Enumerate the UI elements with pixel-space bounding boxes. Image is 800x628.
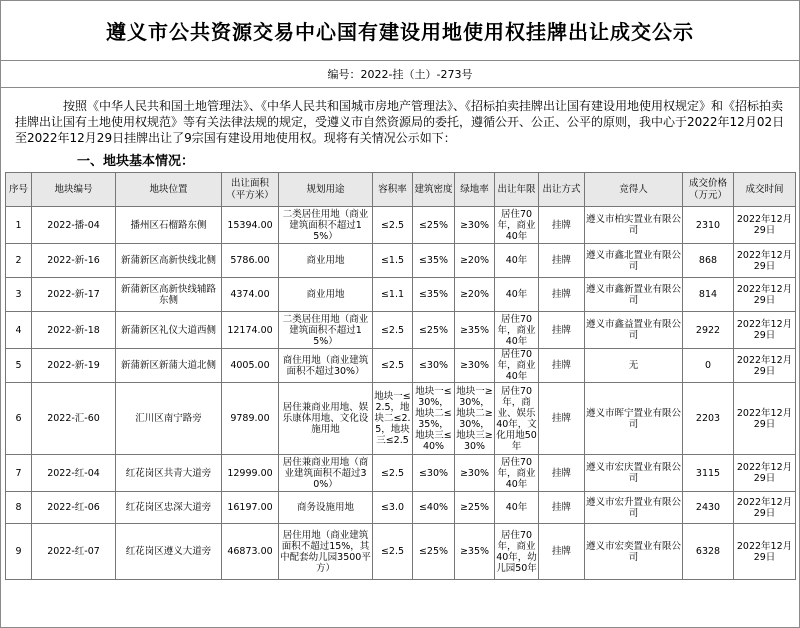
- cell-index: 6: [6, 383, 32, 455]
- cell-location: 新蒲新区新蒲大道北侧: [116, 349, 222, 383]
- cell-location: 汇川区南宁路旁: [116, 383, 222, 455]
- cell-term: 居住70年，商业40年，幼儿园50年: [495, 524, 539, 580]
- cell-usage: 居住兼商业用地、娱乐康体用地、文化设施用地: [279, 383, 373, 455]
- cell-parcel-id: 2022-播-04: [32, 207, 116, 244]
- cell-usage: 商务设施用地: [279, 492, 373, 524]
- cell-price: 2310: [683, 207, 734, 244]
- cell-term: 居住70年，商业40年: [495, 312, 539, 349]
- col-density: 建筑密度: [413, 173, 455, 207]
- cell-area: 46873.00: [222, 524, 279, 580]
- cell-green-ratio: ≥35%: [455, 524, 495, 580]
- cell-location: 新蒲新区礼仪大道西侧: [116, 312, 222, 349]
- cell-usage: 居住用地（商业建筑面积不超过15%，其中配套幼儿园3500平方）: [279, 524, 373, 580]
- table-row: [6, 244, 796, 278]
- cell-parcel-id: 2022-新-18: [32, 312, 116, 349]
- cell-area: 5786.00: [222, 244, 279, 278]
- cell-usage: 居住兼商业用地（商业建筑面积不超过30%）: [279, 455, 373, 492]
- col-parcel-id: 地块编号: [32, 173, 116, 207]
- page-title: 遵义市公共资源交易中心国有建设用地使用权挂牌出让成交公示: [1, 1, 799, 61]
- cell-method: 挂牌: [539, 207, 585, 244]
- table-row: [6, 278, 796, 312]
- cell-location: 红花岗区共青大道旁: [116, 455, 222, 492]
- cell-plot-ratio: ≤1.1: [373, 278, 413, 312]
- col-winner: 竞得人: [585, 173, 683, 207]
- cell-usage: 二类居住用地（商业建筑面积不超过15%）: [279, 312, 373, 349]
- cell-winner: 遵义市宏升置业有限公司: [585, 492, 683, 524]
- cell-density: ≤35%: [413, 244, 455, 278]
- col-area: 出让面积（平方米）: [222, 173, 279, 207]
- cell-location: 新蒲新区高新快线北侧: [116, 244, 222, 278]
- cell-density: ≤30%: [413, 455, 455, 492]
- cell-usage: 商业用地: [279, 278, 373, 312]
- col-usage: 规划用途: [279, 173, 373, 207]
- cell-index: 8: [6, 492, 32, 524]
- cell-plot-ratio: ≤3.0: [373, 492, 413, 524]
- cell-winner: 遵义市鑫益置业有限公司: [585, 312, 683, 349]
- col-index: 序号: [6, 173, 32, 207]
- section-title: 一、地块基本情况：: [77, 154, 195, 169]
- cell-parcel-id: 2022-红-04: [32, 455, 116, 492]
- cell-price: 2430: [683, 492, 734, 524]
- cell-location: 播州区石榴路东侧: [116, 207, 222, 244]
- cell-green-ratio: ≥20%: [455, 244, 495, 278]
- cell-green-ratio: ≥30%: [455, 349, 495, 383]
- cell-parcel-id: 2022-新-17: [32, 278, 116, 312]
- cell-method: 挂牌: [539, 312, 585, 349]
- cell-date: 2022年12月29日: [734, 278, 796, 312]
- col-date: 成交时间: [734, 173, 796, 207]
- table-row: [6, 207, 796, 244]
- table-row: [6, 349, 796, 383]
- col-price: 成交价格（万元）: [683, 173, 734, 207]
- cell-plot-ratio: 地块一≤2.5，地块二≤2.5，地块三≤2.5: [373, 383, 413, 455]
- cell-green-ratio: ≥25%: [455, 492, 495, 524]
- table-header-row: [6, 173, 796, 207]
- cell-usage: 二类居住用地（商业建筑面积不超过15%）: [279, 207, 373, 244]
- table-row: [6, 492, 796, 524]
- cell-area: 4374.00: [222, 278, 279, 312]
- table-row: [6, 383, 796, 455]
- cell-price: 2203: [683, 383, 734, 455]
- cell-location: 红花岗区忠深大道旁: [116, 492, 222, 524]
- cell-index: 1: [6, 207, 32, 244]
- cell-density: ≤40%: [413, 492, 455, 524]
- col-green-ratio: 绿地率: [455, 173, 495, 207]
- cell-method: 挂牌: [539, 492, 585, 524]
- cell-term: 居住70年，商业40年: [495, 207, 539, 244]
- land-table: [5, 172, 796, 580]
- cell-index: 5: [6, 349, 32, 383]
- cell-method: 挂牌: [539, 278, 585, 312]
- cell-usage: 商住用地（商业建筑面积不超过30%）: [279, 349, 373, 383]
- cell-density: 地块一≤30%，地块二≤35%，地块三≤40%: [413, 383, 455, 455]
- cell-index: 4: [6, 312, 32, 349]
- cell-date: 2022年12月29日: [734, 244, 796, 278]
- cell-area: 4005.00: [222, 349, 279, 383]
- cell-parcel-id: 2022-新-19: [32, 349, 116, 383]
- cell-price: 3115: [683, 455, 734, 492]
- cell-method: 挂牌: [539, 455, 585, 492]
- cell-term: 40年: [495, 278, 539, 312]
- cell-method: 挂牌: [539, 383, 585, 455]
- cell-density: ≤30%: [413, 349, 455, 383]
- cell-location: 新蒲新区高新快线辅路东侧: [116, 278, 222, 312]
- cell-plot-ratio: ≤2.5: [373, 312, 413, 349]
- cell-parcel-id: 2022-红-07: [32, 524, 116, 580]
- cell-green-ratio: ≥35%: [455, 312, 495, 349]
- cell-term: 40年: [495, 492, 539, 524]
- cell-method: 挂牌: [539, 244, 585, 278]
- cell-winner: 遵义市宏奕置业有限公司: [585, 524, 683, 580]
- table-row: [6, 455, 796, 492]
- cell-green-ratio: ≥30%: [455, 455, 495, 492]
- cell-term: 居住70年，商业40年: [495, 455, 539, 492]
- cell-area: 12174.00: [222, 312, 279, 349]
- cell-date: 2022年12月29日: [734, 383, 796, 455]
- cell-method: 挂牌: [539, 349, 585, 383]
- col-plot-ratio: 容积率: [373, 173, 413, 207]
- col-term: 出让年限: [495, 173, 539, 207]
- cell-index: 2: [6, 244, 32, 278]
- cell-parcel-id: 2022-新-16: [32, 244, 116, 278]
- cell-plot-ratio: ≤2.5: [373, 349, 413, 383]
- cell-date: 2022年12月29日: [734, 455, 796, 492]
- cell-parcel-id: 2022-汇-60: [32, 383, 116, 455]
- cell-price: 6328: [683, 524, 734, 580]
- col-location: 地块位置: [116, 173, 222, 207]
- cell-winner: 遵义市柏实置业有限公司: [585, 207, 683, 244]
- serial-number: 编号：2022-挂（土）-273号: [1, 61, 799, 88]
- cell-location: 红花岗区遵义大道旁: [116, 524, 222, 580]
- cell-price: 868: [683, 244, 734, 278]
- cell-density: ≤35%: [413, 278, 455, 312]
- cell-date: 2022年12月29日: [734, 207, 796, 244]
- cell-green-ratio: ≥20%: [455, 278, 495, 312]
- cell-density: ≤25%: [413, 524, 455, 580]
- cell-index: 7: [6, 455, 32, 492]
- cell-date: 2022年12月29日: [734, 524, 796, 580]
- cell-term: 居住70年，商业40年: [495, 349, 539, 383]
- col-method: 出让方式: [539, 173, 585, 207]
- cell-plot-ratio: ≤2.5: [373, 207, 413, 244]
- cell-usage: 商业用地: [279, 244, 373, 278]
- cell-method: 挂牌: [539, 524, 585, 580]
- cell-area: 9789.00: [222, 383, 279, 455]
- cell-area: 16197.00: [222, 492, 279, 524]
- cell-term: 40年: [495, 244, 539, 278]
- cell-green-ratio: ≥30%: [455, 207, 495, 244]
- cell-winner: 遵义市晖宁置业有限公司: [585, 383, 683, 455]
- cell-green-ratio: 地块一≥30%，地块二≥30%，地块三≥30%: [455, 383, 495, 455]
- cell-parcel-id: 2022-红-06: [32, 492, 116, 524]
- cell-date: 2022年12月29日: [734, 349, 796, 383]
- cell-price: 0: [683, 349, 734, 383]
- cell-index: 3: [6, 278, 32, 312]
- cell-plot-ratio: ≤2.5: [373, 524, 413, 580]
- cell-plot-ratio: ≤2.5: [373, 455, 413, 492]
- cell-winner: 遵义市宏庆置业有限公司: [585, 455, 683, 492]
- cell-area: 15394.00: [222, 207, 279, 244]
- cell-plot-ratio: ≤1.5: [373, 244, 413, 278]
- cell-winner: 遵义市鑫北置业有限公司: [585, 244, 683, 278]
- table-row: [6, 312, 796, 349]
- cell-price: 814: [683, 278, 734, 312]
- table-row: [6, 524, 796, 580]
- cell-index: 9: [6, 524, 32, 580]
- intro-paragraph: 按照《中华人民共和国土地管理法》、《中华人民共和国城市房地产管理法》、《招标拍卖挂牌出让国有建设用地使用权规定》和《招标拍卖挂牌出让国有土地使用权规范》等有关法律法规的规定，受遵义市自然资源局的委托，遵循公开、公正、公平的原则，我中心于2022年12月02日至2022年12月29日挂牌出让了9宗国有建设用地使用权。现将有关情况公示如下：: [15, 99, 785, 145]
- cell-density: ≤25%: [413, 312, 455, 349]
- cell-date: 2022年12月29日: [734, 312, 796, 349]
- cell-area: 12999.00: [222, 455, 279, 492]
- cell-date: 2022年12月29日: [734, 492, 796, 524]
- cell-winner: 遵义市鑫新置业有限公司: [585, 278, 683, 312]
- cell-term: 居住70年，商业、娱乐40年，文化用地50年: [495, 383, 539, 455]
- cell-winner: 无: [585, 349, 683, 383]
- cell-price: 2922: [683, 312, 734, 349]
- cell-density: ≤25%: [413, 207, 455, 244]
